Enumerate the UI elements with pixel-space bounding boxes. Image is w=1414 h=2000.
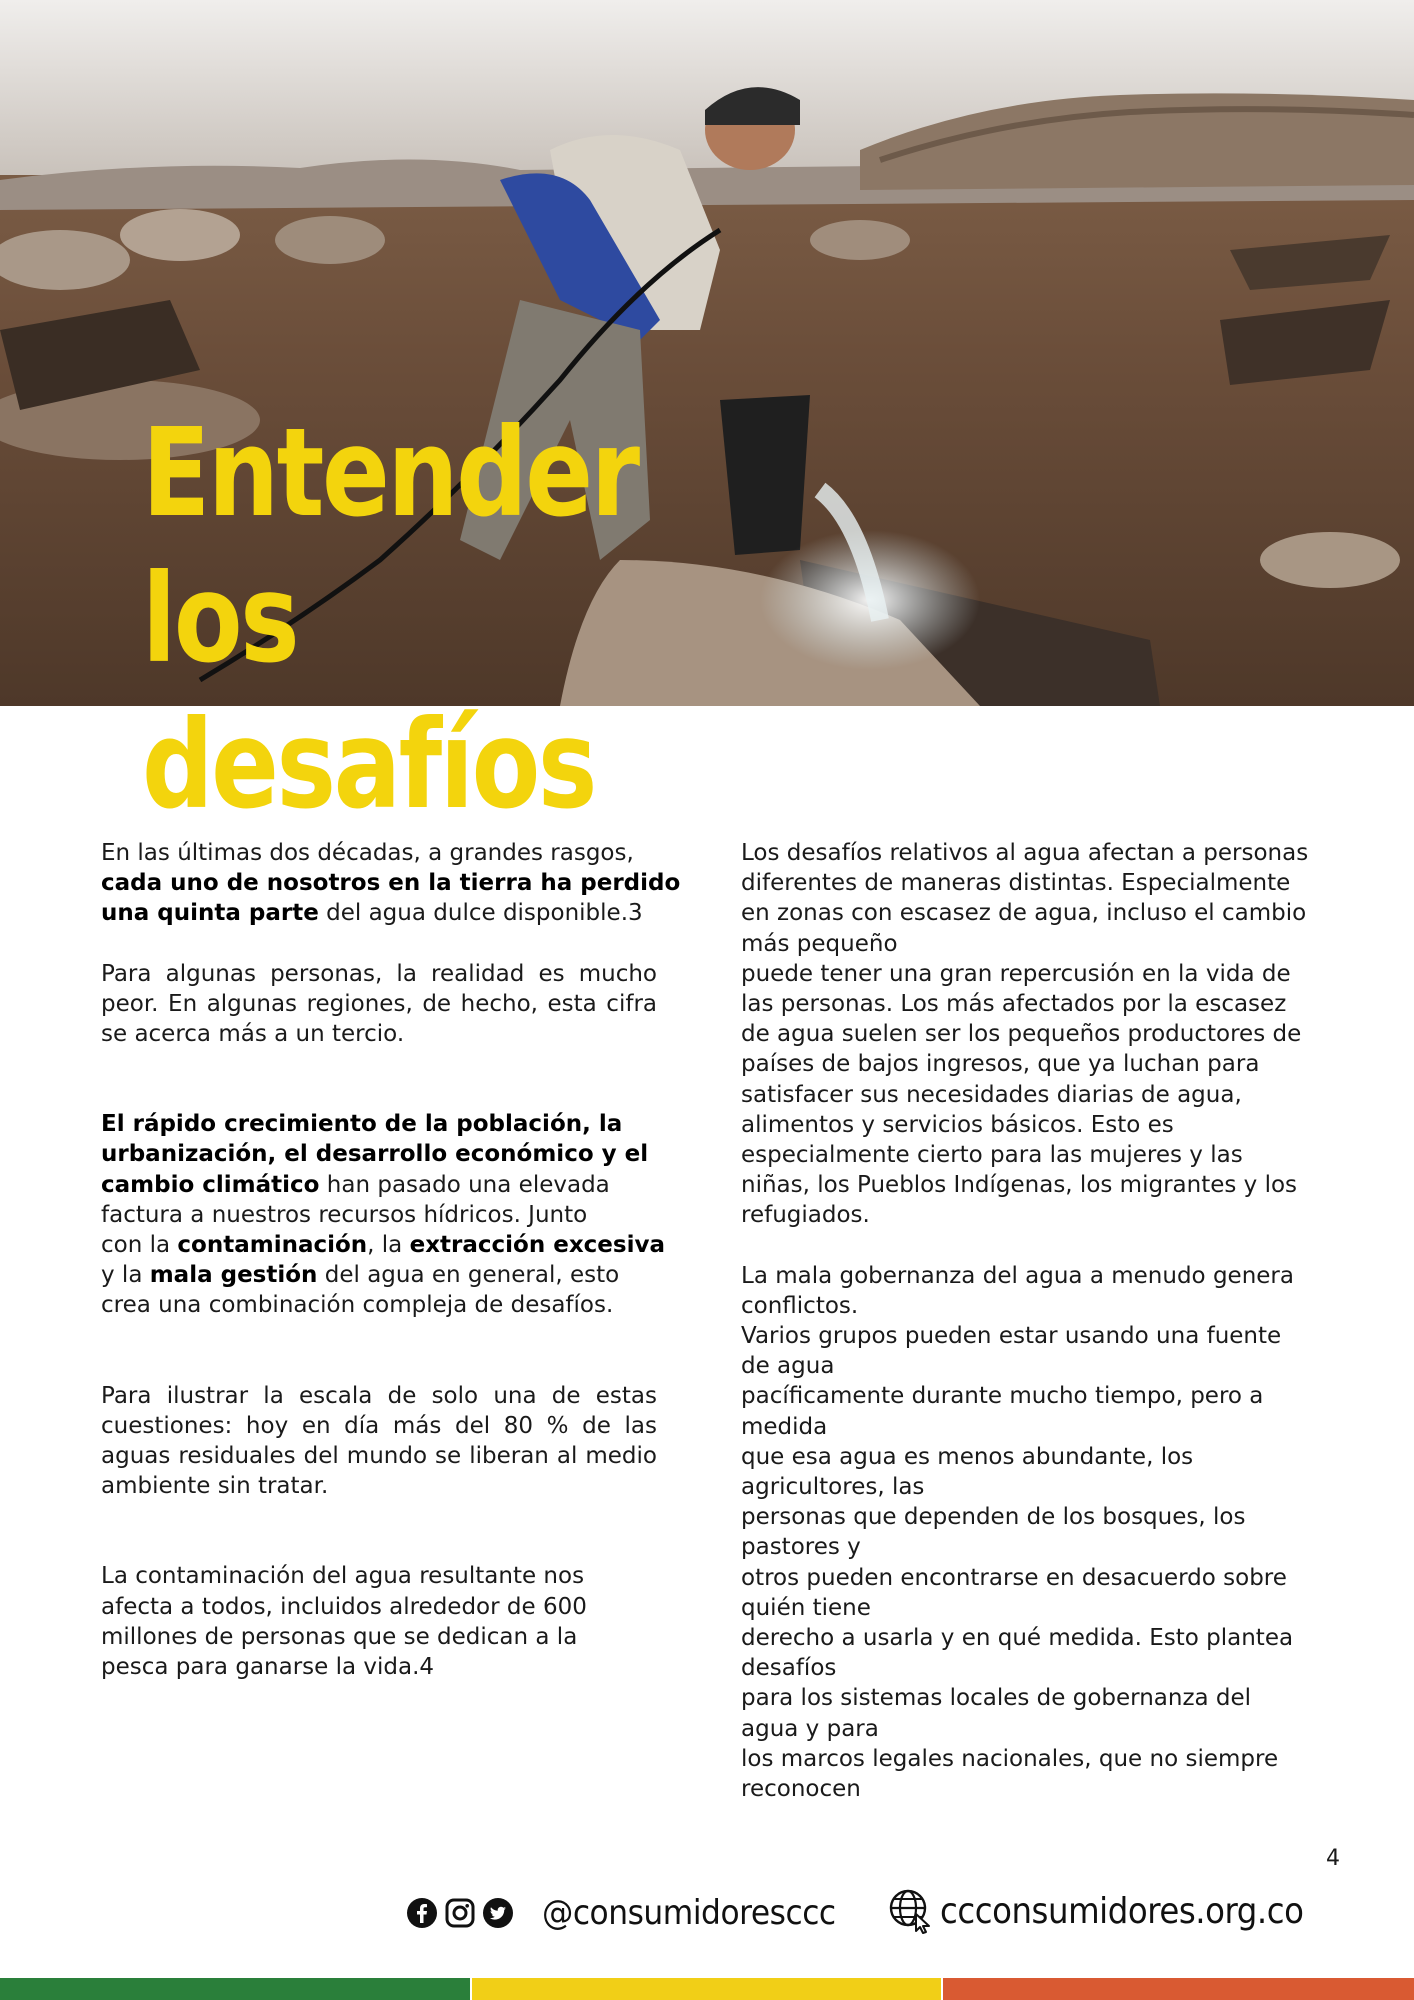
left-paragraph-4: Para ilustrar la escala de solo una de estas cuestiones: hoy en día más del 80 % de las aguas residuales del mundo se liberan al medio ambiente sin tratar. — [101, 1382, 657, 1500]
page-title — [142, 400, 798, 838]
left-paragraph-2: Para algunas personas, la realidad es mucho peor. En algunas regiones, de hecho, esta cifra se acerca más a un tercio. — [101, 960, 657, 1048]
right-column — [741, 838, 1341, 1804]
right-paragraph-2 — [741, 1261, 1341, 1805]
title-line-2: desafíos — [142, 694, 595, 836]
title-line-1: Entender los — [142, 402, 638, 690]
text-line: los marcos legales nacionales, que no siempre — [741, 1745, 1279, 1772]
left-paragraph-3 — [101, 1109, 665, 1320]
text-line: puede tener una gran repercusión en la vida de — [741, 960, 1291, 987]
text-line: países de bajos ingresos, que ya luchan para — [741, 1051, 1260, 1078]
text-line: agua y para — [741, 1715, 879, 1742]
text-run: crea una combinación compleja de desafíos. — [101, 1292, 614, 1319]
footer-stripe-red — [943, 1978, 1414, 2000]
text-line: conflictos. — [741, 1292, 859, 1319]
text-line: pastores y — [741, 1534, 861, 1561]
text-line: diferentes de maneras distintas. Especialmente — [741, 870, 1291, 897]
text-run: En las últimas dos décadas, a grandes rasgos, — [101, 840, 634, 866]
hero-banner — [0, 0, 1414, 836]
text-line: pacíficamente durante mucho tiempo, pero a — [741, 1383, 1264, 1410]
text-line: La mala gobernanza del agua a menudo genera — [741, 1262, 1294, 1289]
text-line: La contaminación del agua resultante nos — [101, 1563, 585, 1590]
bold-run: contaminación — [177, 1232, 368, 1259]
left-paragraph-5 — [101, 1561, 657, 1682]
twitter-icon[interactable] — [482, 1897, 514, 1929]
left-paragraph-1 — [101, 838, 681, 929]
footer-stripe-yellow — [472, 1978, 941, 2000]
text-line: para los sistemas locales de gobernanza del — [741, 1685, 1252, 1712]
text-run: del agua en general, esto — [317, 1262, 620, 1289]
text-line: reconocen — [741, 1776, 861, 1803]
social-handle[interactable]: @consumidoresccc — [542, 1893, 836, 1933]
text-line: en zonas con escasez de agua, incluso el cambio — [741, 900, 1307, 927]
text-line: otros pueden encontrarse en desacuerdo sobre — [741, 1564, 1287, 1591]
text-run: , la — [367, 1232, 410, 1259]
text-line: de agua — [741, 1353, 835, 1380]
right-paragraph-1 — [741, 838, 1341, 1231]
text-line: especialmente cierto para las mujeres y las — [741, 1142, 1243, 1169]
page-number: 4 — [1326, 1846, 1340, 1871]
text-line: que esa agua es menos abundante, los — [741, 1443, 1194, 1470]
text-line: más pequeño — [741, 930, 898, 957]
bold-run: extracción excesiva — [409, 1232, 665, 1259]
text-run: y la — [101, 1262, 150, 1289]
text-line: afecta a todos, incluidos alrededor de 600 — [101, 1593, 587, 1620]
text-line: derecho a usarla y en qué medida. Esto plantea — [741, 1625, 1294, 1652]
bold-run: urbanización, el desarrollo económico y el — [101, 1141, 649, 1168]
footer-stripe-green — [0, 1978, 470, 2000]
text-run: han pasado una elevada — [319, 1171, 610, 1198]
text-line: niñas, los Pueblos Indígenas, los migrantes y los — [741, 1172, 1298, 1199]
text-line: las personas. Los más afectados por la escasez — [741, 991, 1287, 1018]
left-column — [101, 838, 681, 1682]
footer-website — [888, 1884, 1344, 1938]
text-line: millones de personas que se dedican a la — [101, 1623, 578, 1650]
text-line: agricultores, las — [741, 1474, 925, 1501]
text-line: pesca para ganarse la vida.4 — [101, 1654, 435, 1681]
text-run: factura a nuestros recursos hídricos. Junto — [101, 1201, 588, 1228]
text-line: personas que dependen de los bosques, los — [741, 1504, 1246, 1531]
globe-cursor-icon — [888, 1888, 934, 1934]
text-line: quién tiene — [741, 1594, 871, 1621]
bold-run: El rápido crecimiento de la población, la — [101, 1111, 623, 1138]
website-link[interactable]: ccconsumidores.org.co — [940, 1890, 1304, 1932]
text-line: medida — [741, 1413, 828, 1440]
bold-run: cambio climático — [101, 1171, 320, 1198]
text-run: del agua dulce disponible.3 — [318, 900, 643, 927]
instagram-icon[interactable] — [444, 1897, 476, 1929]
bold-run: una quinta parte — [101, 900, 319, 927]
text-run: con la — [101, 1232, 178, 1259]
footer-social — [406, 1888, 861, 1938]
text-line: desafíos — [741, 1655, 837, 1682]
text-line: refugiados. — [741, 1202, 870, 1229]
text-line: de agua suelen ser los pequeños productores de — [741, 1021, 1302, 1048]
text-line: Los desafíos relativos al agua afectan a personas — [741, 840, 1309, 866]
bold-run: mala gestión — [149, 1262, 318, 1289]
text-line: satisfacer sus necesidades diarias de agua, — [741, 1081, 1242, 1108]
text-line: Varios grupos pueden estar usando una fuente — [741, 1323, 1282, 1350]
facebook-icon[interactable] — [406, 1897, 438, 1929]
text-line: alimentos y servicios básicos. Esto es — [741, 1111, 1174, 1138]
bold-run: cada uno de nosotros en la tierra ha perdido — [101, 870, 681, 897]
